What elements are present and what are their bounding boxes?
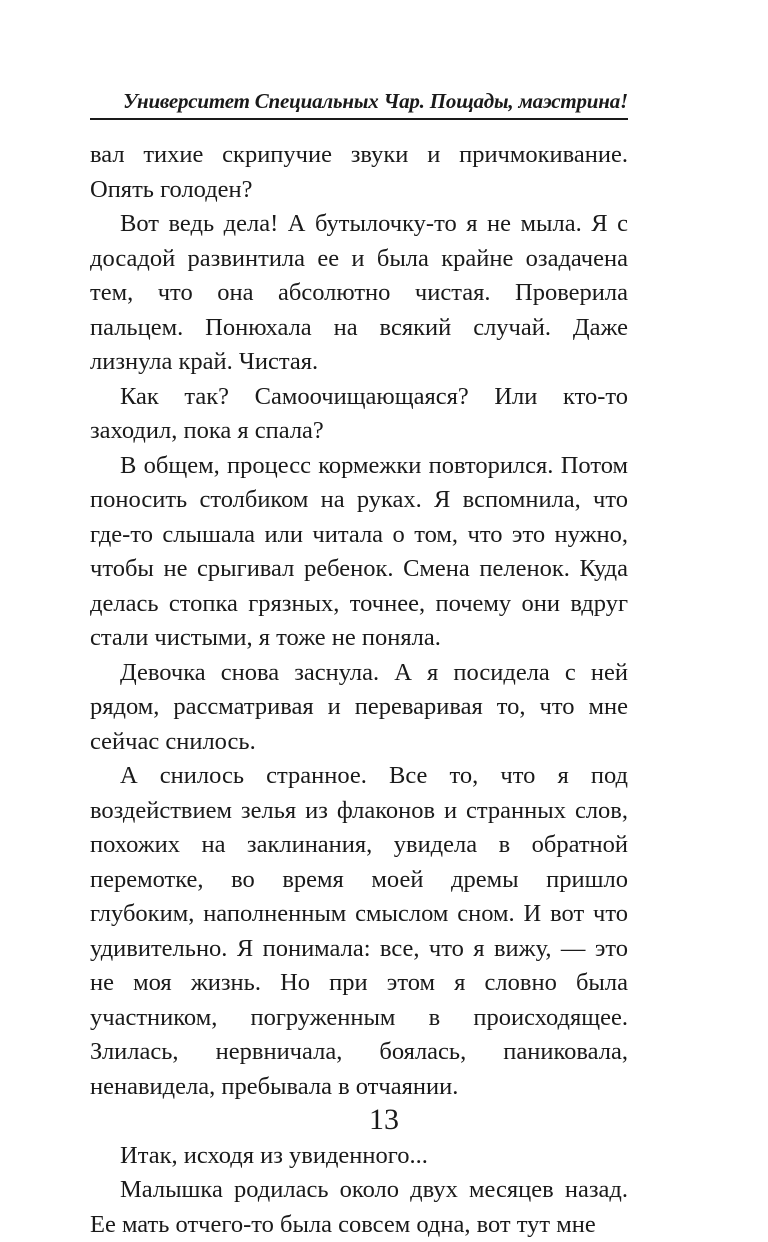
running-header-title: Университет Специальных Чар. Пощады, маэстрина! <box>123 89 628 113</box>
paragraph: В общем, процесс кормежки повторился. Потом поносить столбиком на руках. Я вспомнила, что где-то слышала или читала о том, что это нужно, чтобы не срыгивал ребенок. Смена пеленок. Куда делась стопка грязных, точнее, почему они вдруг стали чистыми, я тоже не поняла. <box>90 451 628 651</box>
paragraph: Девочка снова заснула. А я посидела с ней рядом, рассматривая и переваривая то, что мне сейчас снилось. <box>90 658 628 755</box>
body-text <box>90 138 628 1242</box>
page-number: 13 <box>369 1103 399 1136</box>
paragraph: Малышка родилась около двух месяцев назад. Ее мать отчего-то была совсем одна, вот тут мне <box>90 1176 628 1238</box>
paragraph: Вот ведь дела! А бутылочку-то я не мыла. Я с досадой развинтила ее и была крайне озадачена тем, что она абсолютно чистая. Проверила пальцем. Понюхала на всякий случай. Даже лизнула край. Чистая. <box>90 210 628 375</box>
paragraph: А снилось странное. Все то, что я под воздействием зелья из флаконов и странных слов, похожих на заклинания, увидела в обратной перемотке, во время моей дремы пришло глубоким, наполненным смыслом сном. И вот что удивительно. Я понимала: все, что я вижу, — это не моя жизнь. Но при этом я словно была участником, погруженным в происходящее. Злилась, нервничала, боялась, паниковала, ненавидела, пребывала в отчаянии. <box>90 762 628 1100</box>
paragraph: Как так? Самоочищающаяся? Или кто-то заходил, пока я спала? <box>90 382 628 444</box>
paragraph-after-break: Итак, исходя из увиденного... <box>120 1141 428 1169</box>
header-rule <box>90 118 628 120</box>
paragraph-continued: вал тихие скрипучие звуки и причмокивание. Опять голоден? <box>90 141 628 203</box>
